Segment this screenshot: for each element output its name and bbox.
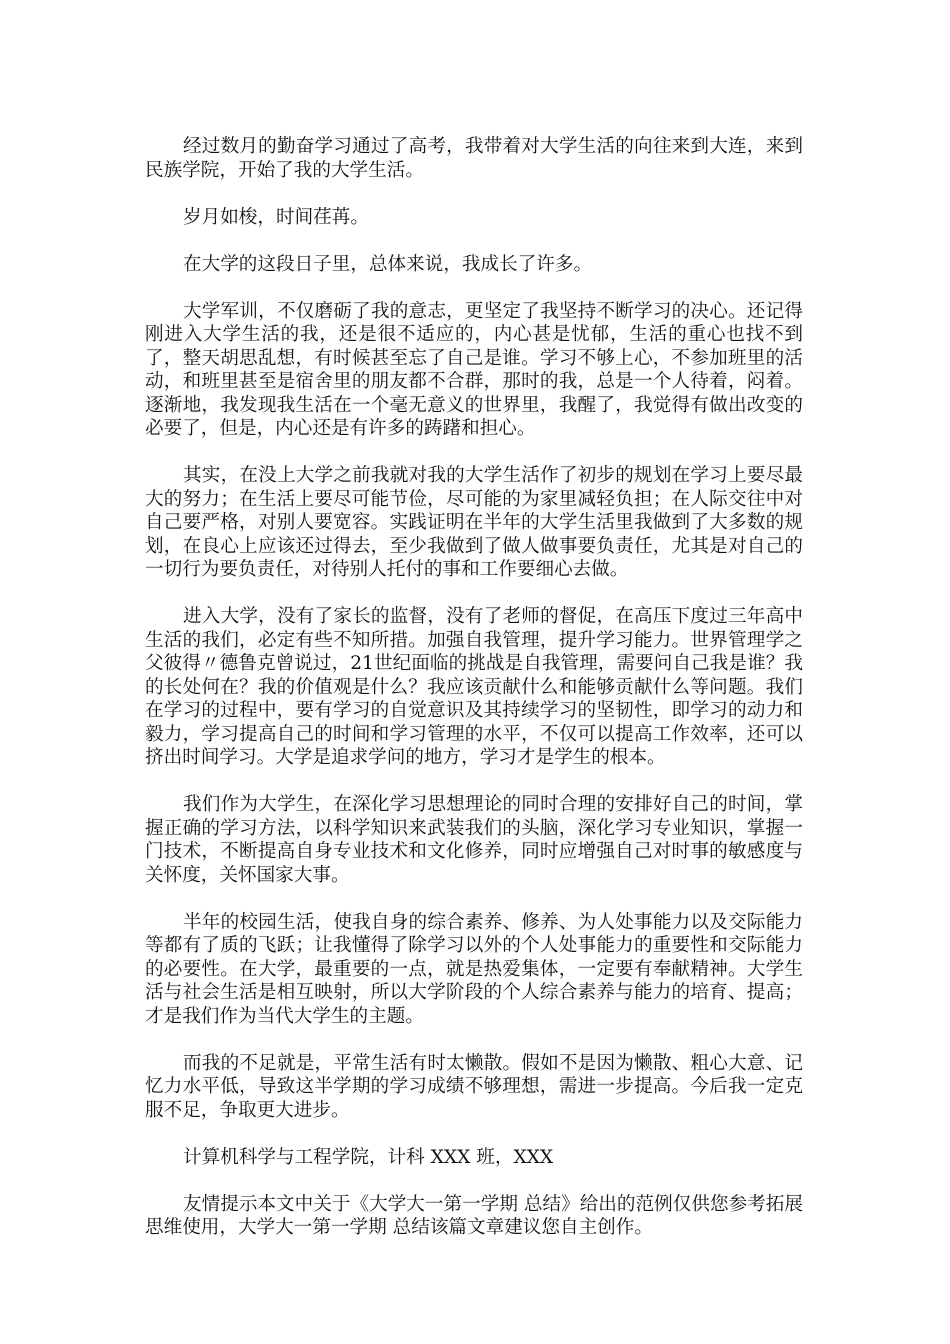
paragraph-time-flies: 岁月如梭，时间荏苒。 [183,206,369,228]
paragraph-shortcomings: 而我的不足就是，平常生活有时太懒散。假如不是因为懒散、粗心大意、记忆力水平低，导致这半学期的学习成绩不够理想，需进一步提高。今后我一定克服不足，争取更大进步。 [145,1052,803,1121]
paragraph-planning: 其实，在没上大学之前我就对我的大学生活作了初步的规划在学习上要尽最大的努力；在生活上要尽可能节俭，尽可能的为家里减轻负担；在人际交往中对自己要严格，对别人要宽容。实践证明在半年的大学生活里我做到了大多数的规划，在良心上应该还过得去，至少我做到了做人做事要负责任，尤其是对自己的一切行为要负责任，对待别人托付的事和工作要细心去做。 [145,465,803,580]
document-body [145,135,803,1263]
paragraph-campus-life: 半年的校园生活，使我自身的综合素养、修养、为人处事能力以及交际能力等都有了质的飞跃；让我懂得了除学习以外的个人处事能力的重要性和交际能力的必要性。在大学，最重要的一点，就是热爱集体，一定要有奉献精神。大学生活与社会生活是相互映射，所以大学阶段的个人综合素养与能力的培育、提高；才是我们作为当代大学生的主题。 [145,911,803,1027]
paragraph-growth: 在大学的这段日子里，总体来说，我成长了许多。 [183,253,593,275]
paragraph-disclaimer: 友情提示本文中关于《大学大一第一学期 总结》给出的范例仅供您参考拓展思维使用，大学大一第一学期 总结该篇文章建议您自主创作。 [145,1193,803,1238]
paragraph-signature: 计算机科学与工程学院，计科 XXX 班，XXX [183,1146,554,1168]
paragraph-self-management: 进入大学，没有了家长的监督，没有了老师的督促，在高压下度过三年高中生活的我们，必定有些不知所措。加强自我管理，提升学习能力。世界管理学之父彼得〃德鲁克曾说过，21世纪面临的挑战是自我管理，需要问自己我是谁？我的长处何在？我的价值观是什么？我应该贡献什么和能够贡献什么等问题。我们在学习的过程中，要有学习的自觉意识及其持续学习的坚韧性，即学习的动力和毅力，学习提高自己的时间和学习管理的水平，不仅可以提高工作效率，还可以挤出时间学习。大学是追求学问的地方，学习才是学生的根本。 [145,606,803,768]
paragraph-military-training: 大学军训，不仅磨砺了我的意志，更坚定了我坚持不断学习的决心。还记得刚进入大学生活的我，还是很不适应的，内心甚是忧郁，生活的重心也找不到了，整天胡思乱想，有时候甚至忘了自己是谁。学习不够上心，不参加班里的活动，和班里甚至是宿舍里的朋友都不合群，那时的我，总是一个人待着，闷着。逐渐地，我发现我生活在一个毫无意义的世界里，我醒了，我觉得有做出改变的必要了，但是，内心还是有许多的踌躇和担心。 [145,300,803,439]
paragraph-intro: 经过数月的勤奋学习通过了高考，我带着对大学生活的向往来到大连，来到民族学院，开始了我的大学生活。 [145,136,803,181]
paragraph-study-methods: 我们作为大学生，在深化学习思想理论的同时合理的安排好自己的时间，掌握正确的学习方法，以科学知识来武装我们的头脑，深化学习专业知识，掌握一门技术，不断提高自身专业技术和文化修养，同时应增强自己对时事的敏感度与关怀度，关怀国家大事。 [145,794,803,886]
